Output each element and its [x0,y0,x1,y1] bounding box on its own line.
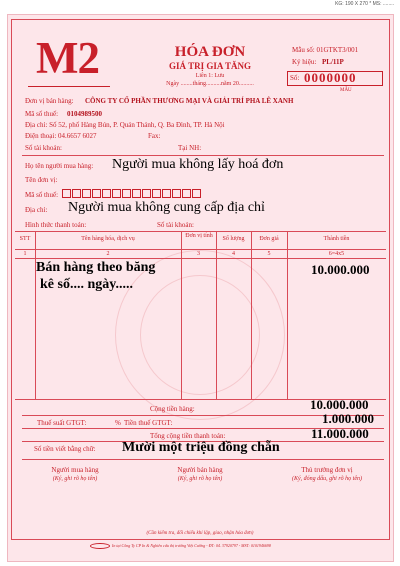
tax-box [152,189,161,198]
invoice-number: 0000000 [304,70,357,85]
payment-method-label: Hình thức thanh toán: [25,221,87,229]
number-label: Số: [290,74,300,82]
col-header-item: Tên hàng hóa, dịch vụ [81,236,135,242]
buyer-account-label: Số tài khoản: [157,221,194,229]
divider [22,155,384,156]
signature-role: Người bán hàng [177,466,223,474]
vat-rate-label: Thuế suất GTGT: [37,419,87,427]
buyer-person-note: Người mua không lấy hoá đơn [112,157,284,172]
divider [22,459,384,460]
seller-phone: Điện thoại: 04.6657 6027 [25,132,97,140]
buyer-person-label: Họ tên người mua hàng: [25,162,94,170]
col-header-qty: Số lượng [222,236,245,242]
tax-box [192,189,201,198]
tax-box [72,189,81,198]
grand-total-label: Tổng cộng tiền thanh toán: [150,432,226,440]
tax-box [122,189,131,198]
watermark-inner [140,275,260,395]
tax-box [132,189,141,198]
index-cell: 3 [197,251,200,257]
printer-note: In tại Công Ty CP In & Nghiên cứu thị trường Việt Cường - ĐT: 04. 37920797 - MST: 0101946698 [112,543,271,548]
signature-buyer [25,466,125,483]
tax-box [112,189,121,198]
seller-fax: Fax: [148,132,161,140]
seller-tax-value: 0104989500 [67,110,102,118]
signature-director [268,466,386,483]
print-spec-note: KG: 190 X 270 * MS: ........ [335,1,394,7]
tax-box [102,189,111,198]
item-note-line2: kê số.... ngày..... [40,277,133,292]
buyer-address-label: Địa chỉ: [25,206,48,214]
invoice-title: HÓA ĐƠN [174,44,246,60]
vat-amount-value: 1.000.000 [322,411,374,426]
signature-hint: (Ký, ghi rõ họ tên) [52,476,98,482]
index-cell: 6=4x5 [328,251,345,257]
seller-tax-label: Mã số thuế: [25,110,59,118]
item-note-line1: Bán hàng theo băng [36,260,156,275]
tax-box [62,189,71,198]
col-header-unit: Đơn vị tính [185,233,213,239]
buyer-address-note: Người mua không cung cấp địa chỉ [68,200,265,215]
invoice-logo: M2 [36,33,99,83]
signature-hint: (Ký, ghi rõ họ tên) [177,476,223,482]
seller-account: Số tài khoản: [25,144,62,152]
subtotal-value: 10.000.000 [310,397,369,412]
grand-total-value: 11.000.000 [311,426,369,441]
subtotal-label: Cộng tiền hàng: [150,405,195,413]
tax-box [172,189,181,198]
signature-seller [150,466,250,483]
tax-box [92,189,101,198]
seller-address: Địa chỉ: Số 52, phố Hàng Bún, P. Quán Thánh, Q. Ba Đình, TP. Hà Nội [25,121,225,129]
tax-box [162,189,171,198]
printer-logo-icon [90,543,110,549]
tax-box [82,189,91,198]
col-header-price: Đơn giá [259,236,279,242]
table-index-border [15,258,386,259]
mau-label: MẪU [340,88,352,93]
logo-underline [28,86,110,87]
signature-hint: (Ký, đóng dấu, ghi rõ họ tên) [292,476,362,482]
amount-in-words: Mười một triệu đồng chẵn [122,440,280,455]
date-line: Ngày ........tháng..........năm 20.......... [166,81,254,87]
item-amount: 10.000.000 [311,262,370,277]
buyer-unit-label: Tên đơn vị: [25,176,58,184]
col-header-stt: STT [19,236,31,242]
seller-name-label: Đơn vị bán hàng: [25,97,74,105]
tax-box [182,189,191,198]
index-cell: 4 [232,251,235,257]
signature-role: Thủ trưởng đơn vị [301,466,353,474]
check-note: (Cần kiểm tra, đối chiếu khi lập, giao, nhận hóa đơn) [146,531,254,536]
seller-bank: Tại NH: [178,144,202,152]
buyer-tax-label: Mã số thuế: [25,191,59,199]
amount-in-words-label: Số tiền viết bằng chữ: [34,445,96,453]
table-header-border [15,249,386,250]
tax-code-boxes [62,189,201,198]
copy-label: Liên 1: Lưu [195,73,225,79]
symbol-label: Ký hiệu: [292,58,317,66]
invoice-subtitle: GIÁ TRỊ GIA TĂNG [169,61,251,71]
signature-role: Người mua hàng [51,466,99,474]
symbol-value: PL/11P [322,58,344,66]
vat-percent: % [115,419,121,427]
index-cell: 5 [267,251,271,257]
seller-name: CÔNG TY CỔ PHẦN THƯƠNG MẠI VÀ GIẢI TRÍ PHA LÊ XANH [85,97,294,105]
col-header-amount: Thành tiền [323,236,350,242]
table-top-border [15,231,386,232]
index-cell: 2 [106,251,110,257]
vat-amount-label: Tiền thuế GTGT: [124,419,173,427]
tax-box [142,189,151,198]
form-number: Mẫu số: 01GTKT3/001 [292,46,359,54]
index-cell: 1 [23,251,27,257]
